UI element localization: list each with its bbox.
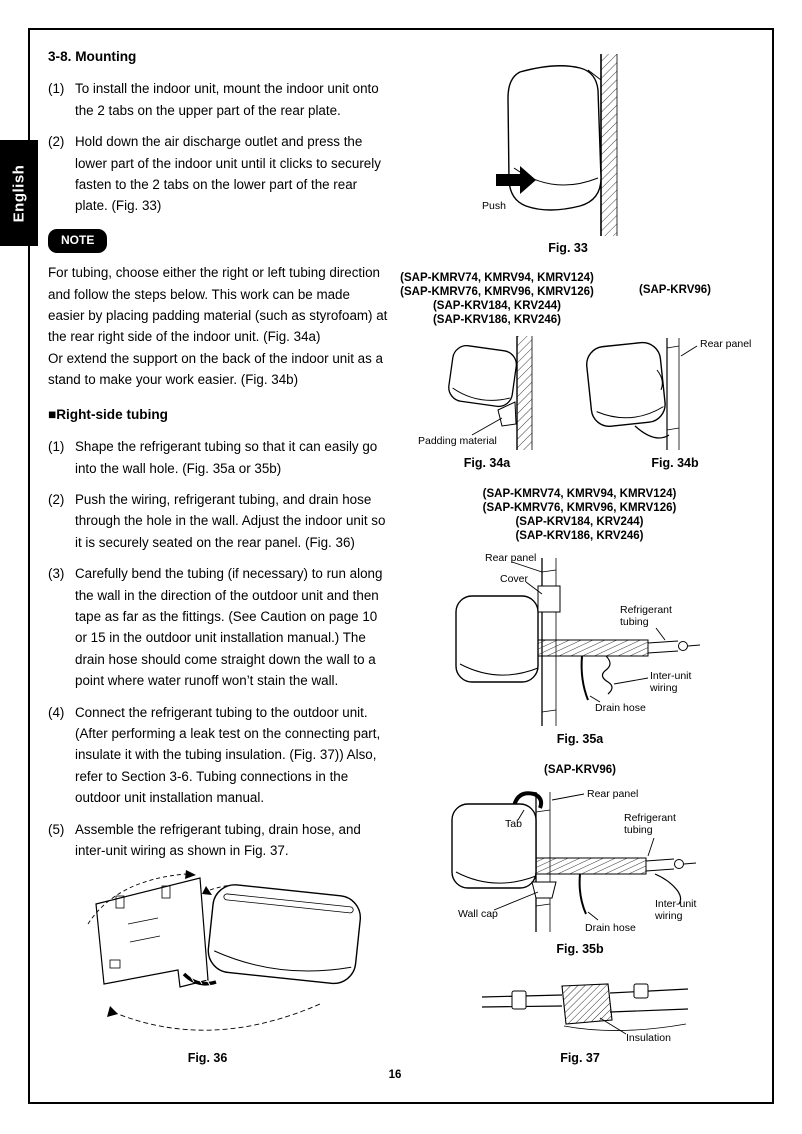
model-line: (SAP-KMRV74, KMRV94, KMRV124) <box>482 488 677 500</box>
model-list-fig35a <box>452 487 707 543</box>
fig34a-label-padding-material: Padding material <box>418 435 497 447</box>
fig35b-label-refrigerant-tubing: Refrigerant tubing <box>624 812 676 836</box>
fig-33 <box>468 50 668 240</box>
fig35b-label-drain-hose: Drain hose <box>585 922 636 934</box>
fig35b-label-wall-cap: Wall cap <box>458 908 498 920</box>
language-tab-label: English <box>10 164 28 222</box>
body-text-column <box>48 46 389 871</box>
subsection-title: ■Right-side tubing <box>48 406 168 422</box>
step-text: Push the wiring, refrigerant tubing, and drain hose through the hole in the wall. Adjust the indoor unit so it is securely seated on the rear panel. (Fig. 36) <box>75 491 386 550</box>
fig33-label-push: Push <box>482 200 506 212</box>
fig34a-caption: Fig. 34a <box>463 456 511 470</box>
page-number: 16 <box>388 1069 402 1081</box>
language-tab <box>0 140 38 246</box>
fig-36 <box>58 862 368 1052</box>
fig-37 <box>478 972 693 1052</box>
fig35b-label-tab: Tab <box>505 818 522 830</box>
fig-34b <box>585 330 775 454</box>
step-text: Carefully bend the tubing (if necessary) to run along the wall in the direction of the outdoor unit and then tape as far as the fittings. (See Caution on page 10 or 15 in the outdoor unit installation manual.) The drain hose should come straight down the wall to a point where water runoff won’t stain the wall. <box>75 566 383 689</box>
model-line: (SAP-KRV186, KRV246) <box>432 314 562 326</box>
fig37-label-insulation: Insulation <box>626 1032 671 1044</box>
step-text: Shape the refrigerant tubing so that it can easily go into the wall hole. (Fig. 35a or 35b) <box>75 439 378 476</box>
model-list-fig34-right: (SAP-KRV96) <box>639 284 711 296</box>
tubing-step-3 <box>48 563 389 691</box>
tubing-step-1 <box>48 436 389 479</box>
fig-36-illustration <box>58 862 368 1052</box>
step-number: (1) <box>48 81 65 97</box>
mounting-step-1 <box>48 78 389 121</box>
step-number: (3) <box>48 566 65 582</box>
fig36-caption: Fig. 36 <box>187 1051 228 1065</box>
fig-35b <box>450 786 770 938</box>
fig37-caption: Fig. 37 <box>560 1051 600 1065</box>
tubing-step-5 <box>48 819 389 862</box>
tubing-step-2 <box>48 489 389 553</box>
model-line: (SAP-KRV184, KRV244) <box>515 516 644 528</box>
fig35b-caption: Fig. 35b <box>556 942 604 956</box>
model-label-fig35b: (SAP-KRV96) <box>544 764 616 776</box>
note-paragraph-1: For tubing, choose either the right or left tubing direction and follow the steps below. This work can be made easier by placing padding material (such as styrofoam) at the rear right side of the indoor unit. (Fig. 34a) <box>48 265 388 345</box>
mounting-step-2 <box>48 131 389 217</box>
fig35a-caption: Fig. 35a <box>556 732 604 746</box>
note-paragraph-2: Or extend the support on the back of the indoor unit as a stand to make your work easier. (Fig. 34b) <box>48 350 383 388</box>
step-text: To install the indoor unit, mount the indoor unit onto the 2 tabs on the upper part of the rear plate. <box>75 81 379 118</box>
step-number: (2) <box>48 134 65 150</box>
note-badge: NOTE <box>48 229 107 253</box>
fig35b-label-rear-panel: Rear panel <box>587 788 639 800</box>
model-line: (SAP-KMRV76, KMRV96, KMRV126) <box>400 286 594 298</box>
model-list-fig34-left <box>388 271 606 327</box>
step-number: (1) <box>48 439 65 455</box>
model-line: (SAP-KRV186, KRV246) <box>515 530 644 542</box>
fig35a-label-cover: Cover <box>500 573 529 585</box>
fig-35a <box>450 552 770 730</box>
step-text: Assemble the refrigerant tubing, drain hose, and inter-unit wiring as shown in Fig. 37. <box>75 821 361 858</box>
fig35a-label-rear-panel: Rear panel <box>485 552 537 564</box>
fig35a-label-drain-hose: Drain hose <box>595 702 646 714</box>
step-text: Hold down the air discharge outlet and press the lower part of the indoor unit until it clicks to securely fasten to the 2 tabs on the lower part of the rear plate. (Fig. 33) <box>75 134 381 214</box>
step-number: (2) <box>48 491 65 507</box>
fig35b-label-inter-unit-wiring: Inter-unit wiring <box>655 898 697 922</box>
step-text: Connect the refrigerant tubing to the outdoor unit. (After performing a leak test on the connecting part, insulate it with the tubing insulation. (Fig. 37)) Also, refer to Section 3-6. Tubing connections in the outdoor unit installation manual. <box>75 704 381 806</box>
step-number: (5) <box>48 821 65 837</box>
fig35a-label-inter-unit-wiring: Inter-unit wiring <box>650 670 692 694</box>
fig34b-label-rear-panel: Rear panel <box>700 338 752 350</box>
fig34b-caption: Fig. 34b <box>651 456 699 470</box>
model-line: (SAP-KMRV76, KMRV96, KMRV126) <box>482 502 677 514</box>
model-line: (SAP-KRV184, KRV244) <box>432 300 562 312</box>
model-line: (SAP-KMRV74, KMRV94, KMRV124) <box>400 272 594 284</box>
step-number: (4) <box>48 704 65 720</box>
fig-35b-illustration <box>450 786 770 938</box>
tubing-step-4 <box>48 702 389 809</box>
fig35a-label-refrigerant-tubing: Refrigerant tubing <box>620 604 672 628</box>
fig33-caption: Fig. 33 <box>548 241 588 255</box>
section-title: 3-8. Mounting <box>48 49 137 64</box>
fig-34a <box>412 332 562 454</box>
